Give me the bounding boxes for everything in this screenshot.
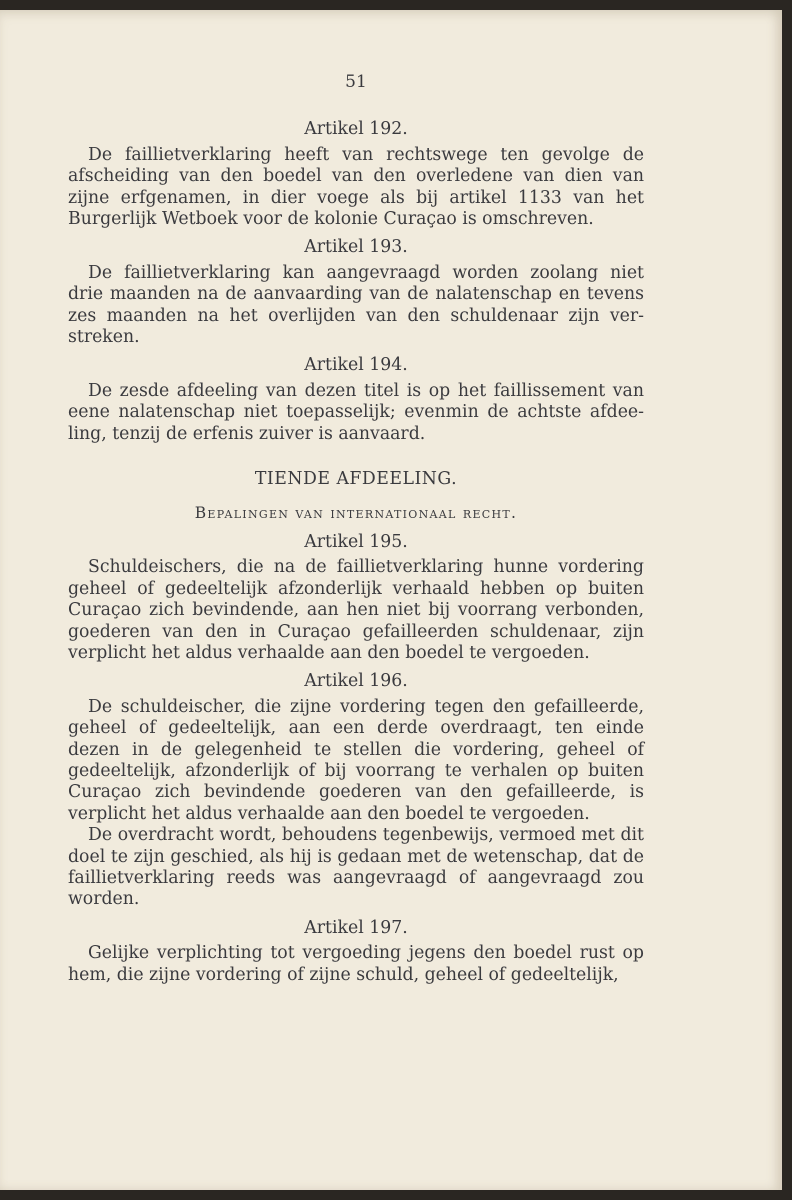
article-196: [68, 671, 644, 910]
chapter-subheading: Bepalingen van internationaal recht.: [194, 503, 518, 522]
document-page: [0, 10, 782, 1190]
article-heading: Artikel 192.: [304, 119, 408, 140]
article-heading: Artikel 197.: [304, 917, 408, 938]
page-number: 51: [345, 72, 367, 92]
article-193: [68, 237, 644, 348]
article-paragraph: De overdracht wordt, behoudens tegenbewijs, vermoed met dit doel te zijn geschied, als hij is gedaan met de wetenschap, dat de faillietverklaring reeds was aangevraagd of aangevraagd zou worden.: [68, 825, 644, 910]
article-heading: Artikel 195.: [304, 531, 408, 552]
article-197: [68, 918, 644, 986]
article-paragraph: De faillietverklaring kan aangevraagd worden zoolang niet drie maanden na de aanvaarding van de nalatenschap en tevens zes maanden na het overlijden van den schuldenaar zijn verstreken.: [68, 262, 644, 348]
article-paragraph: De faillietverklaring heeft van rechtswege ten gevolge de afscheiding van den boedel van den overledene van dien van zijne erfgenamen, in dier voege als bij artikel 1133 van het Burgerlijk Wetboek voor de kolonie Curaçao is omschreven.: [68, 144, 644, 230]
article-heading: Artikel 194.: [304, 355, 408, 376]
article-paragraph: De zesde afdeeling van dezen titel is op het faillissement van eene nalatenschap niet toepasselijk; evenmin de achtste afdeeling, tenzij de erfenis zuiver is aanvaard.: [68, 380, 644, 444]
article-paragraph: De schuldeischer, die zijne vordering tegen den gefailleerde, geheel of gedeeltelijk, aan een derde overdraagt, ten einde dezen in de gelegenheid te stellen die vordering, geheel of gedeeltelijk, afzonderlijk of bij voorrang te verhalen op buiten Curaçao zich bevindende goederen van den gefailleerde, is verplicht het aldus verhaalde aan den boedel te vergoeden.: [68, 696, 644, 824]
chapter-heading: TIENDE AFDEELING.: [254, 469, 458, 490]
chapter-tiende-afdeeling: [68, 469, 644, 524]
article-paragraph: Schuldeischers, die na de faillietverklaring hunne vordering geheel of gedeeltelijk afzonderlijk verhaald hebben op buiten Curaçao zich bevindende, aan hen niet bij voorrang verbonden, goederen van den in Curaçao gefailleerden schuldenaar, zijn verplicht het aldus verhaalde aan den boedel te vergoeden.: [68, 557, 644, 663]
article-192: [68, 119, 644, 230]
article-194: [68, 355, 644, 445]
article-heading: Artikel 193.: [304, 237, 408, 258]
page-content: [68, 72, 644, 986]
scan-border-bottom: [0, 1190, 792, 1200]
article-paragraph: Gelijke verplichting tot vergoeding jegens den boedel rust op hem, die zijne vordering of zijne schuld, geheel of gedeeltelijk,: [68, 943, 644, 985]
article-195: [68, 532, 644, 664]
article-heading: Artikel 196.: [304, 671, 408, 692]
scan-border-right: [782, 0, 792, 1200]
